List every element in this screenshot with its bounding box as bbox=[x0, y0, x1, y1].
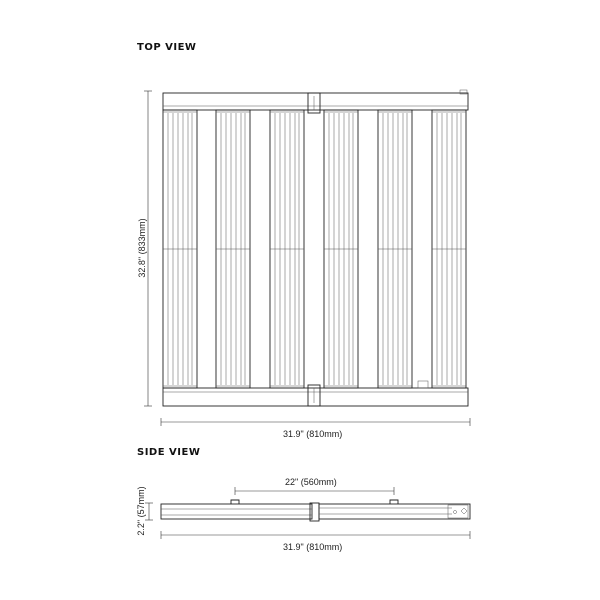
side-width-label: 31.9" (810mm) bbox=[283, 542, 343, 552]
light-bar bbox=[270, 110, 304, 388]
side-height-label: 2.2" (57mm) bbox=[136, 486, 146, 536]
side-hinge bbox=[310, 503, 319, 521]
top-width-label: 31.9" (810mm) bbox=[283, 429, 343, 439]
side-view-heading: SIDE VIEW bbox=[137, 447, 201, 458]
light-bars bbox=[163, 110, 466, 388]
light-bar bbox=[378, 110, 412, 388]
light-bar bbox=[324, 110, 358, 388]
light-bar bbox=[163, 110, 197, 388]
side-right-section bbox=[319, 504, 470, 519]
side-view-fixture bbox=[161, 487, 470, 521]
light-bar bbox=[216, 110, 250, 388]
top-height-label: 32.8" (833mm) bbox=[137, 218, 147, 278]
side-height-dimension bbox=[145, 503, 153, 520]
bottom-crossbar bbox=[163, 388, 468, 406]
side-left-section bbox=[161, 504, 312, 519]
side-span-label: 22" (560mm) bbox=[285, 477, 337, 487]
side-width-dimension bbox=[161, 531, 470, 539]
top-view-heading: TOP VIEW bbox=[137, 42, 197, 53]
top-width-dimension bbox=[161, 418, 470, 426]
light-bar bbox=[432, 110, 466, 388]
top-crossbar bbox=[163, 93, 468, 110]
top-view-fixture bbox=[163, 90, 468, 406]
